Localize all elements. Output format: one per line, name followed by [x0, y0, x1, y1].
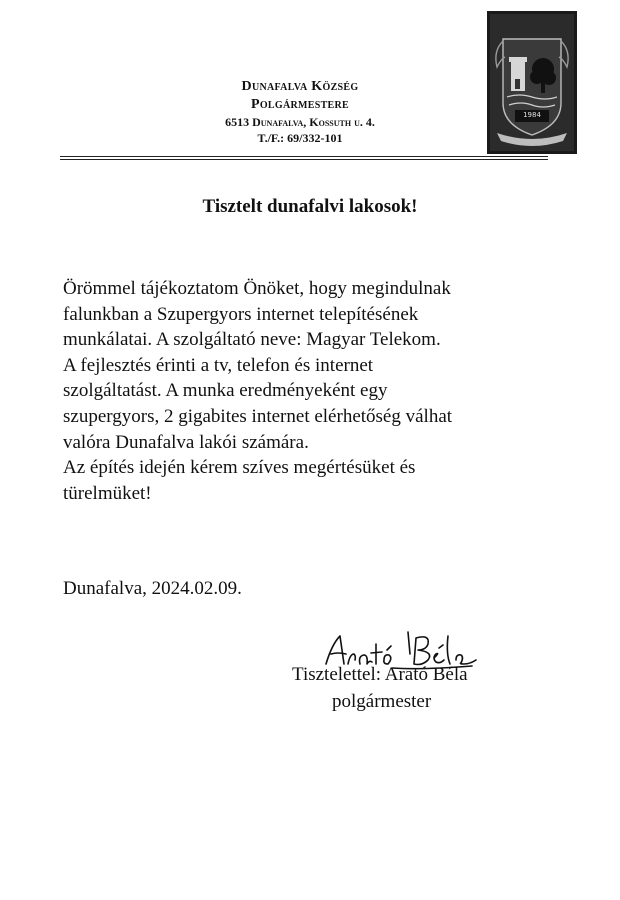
body-line: valóra Dunafalva lakói számára. — [63, 431, 309, 453]
crest-year: 1984 — [523, 111, 541, 119]
phone-fax: T./F.: 69/332-101 — [257, 130, 343, 145]
signer-title: polgármester — [332, 691, 432, 712]
greeting-heading: Tisztelt dunafalvi lakosok! — [202, 196, 418, 217]
body-line: A fejlesztés érinti a tv, telefon és internet — [63, 354, 374, 376]
body-line: falunkban a Szupergyors internet telepítésének — [63, 303, 419, 325]
body-line: munkálatai. A szolgáltató neve: Magyar Telekom. — [63, 329, 441, 351]
coat-of-arms-icon — [487, 11, 577, 154]
address: 6513 Dunafalva, Kossuth u. 4. — [225, 114, 375, 129]
header-divider-top — [60, 156, 548, 157]
office-title: Polgármestere — [250, 97, 350, 113]
letterhead — [150, 78, 450, 147]
letter-body — [63, 276, 563, 506]
date-line: Dunafalva, 2024.02.09. — [63, 578, 242, 599]
header-divider-bottom — [60, 159, 548, 160]
closing-line: Tisztelettel: Arató Béla — [292, 664, 468, 685]
body-line: szolgáltatást. A munka eredményeként egy — [63, 380, 388, 402]
body-line: szupergyors, 2 gigabites internet elérhetőség válhat — [63, 405, 453, 427]
body-line: türelmüket! — [63, 482, 152, 504]
municipality-name: Dunafalva Község — [241, 79, 359, 94]
body-line: Az építés idején kérem szíves megértésüket és — [63, 457, 416, 479]
body-line: Örömmel tájékoztatom Önöket, hogy megindulnak — [63, 278, 451, 299]
